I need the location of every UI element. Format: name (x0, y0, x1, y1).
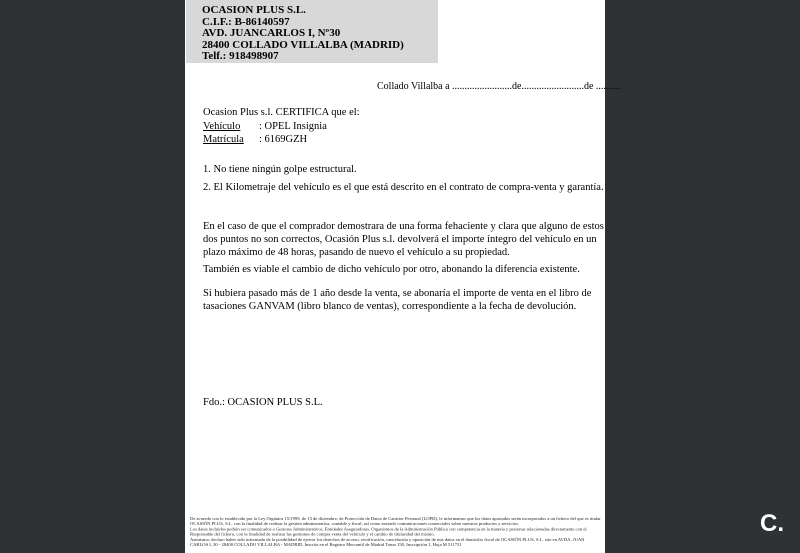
condition-item-1: 1. No tiene ningún golpe estructural. (203, 164, 357, 175)
company-address: AVD. JUANCARLOS I, Nº30 (202, 27, 341, 40)
certify-block (203, 106, 360, 147)
fine-print-line: OCASIÓN PLUS, S.L. con la finalidad de realizar la gestión administrativa, contable y fiscal, así como enviarle comunicaciones comerciales sobre nuestros productos y servicios. (190, 521, 519, 527)
vehicle-row (203, 120, 360, 134)
vehicle-value: : OPEL Insignia (259, 120, 327, 132)
fine-print-line: De acuerdo con lo establecido por la Ley Orgánica 15/1999, de 13 de diciembre, de Protección de Datos de Carácter Personal (LOPD), le informamos que los datos aportados serán incorporados a un fichero del que es titular (190, 516, 601, 521)
company-city: 28400 COLLADO VILLALBA (MADRID) (202, 38, 404, 51)
condition-item-2: 2. El Kilometraje del vehículo es el que está descrito en el contrato de compra-venta y garantía. (203, 182, 604, 193)
plate-label: Matrícula (203, 134, 244, 145)
vehicle-label: Vehículo (203, 120, 241, 132)
legal-fine-print (190, 516, 604, 553)
paragraph-exchange: También es viable el cambio de dicho vehículo por otro, abonando la diferencia existente. (203, 264, 580, 275)
paragraph-ganvam: Si hubiera pasado más de 1 año desde la venta, se abonaría el importe de venta en el libro de tasaciones GANVAM (libro blanco de ventas), correspondiente a la fecha de devolución. (203, 288, 592, 312)
fine-print-line: Asimismo, declaro haber sido informado de la posibilidad de ejercer los derechos de acceso, rectificación, cancelación y oposición de mis datos en el domicilio fiscal de OCASIÓN PLUS, S.L. sito en AVDA. JUAN (190, 536, 585, 542)
company-cif: C.I.F.: B-86140597 (202, 15, 290, 28)
company-name: OCASION PLUS S.L. (202, 4, 306, 16)
fine-print-line: Los datos incluidos podrán ser comunicados a Gestores Administrativos, Entidades Aseguradoras, Organismos de la Administración Pública con competencia en la materia y personas relacionadas directamente con el (190, 526, 587, 532)
signature-line: Fdo.: OCASION PLUS S.L. (203, 397, 323, 408)
plate-value: : 6169GZH (259, 134, 308, 145)
company-header-box (186, 0, 438, 63)
plate-row (203, 133, 360, 147)
fine-print-line: Responsable del fichero, con la finalidad de realizar las gestiones de compra venta del vehículo y el cambio de titularidad del mismo. (190, 531, 435, 537)
certify-intro: Ocasion Plus s.l. CERTIFICA que el: (203, 107, 360, 118)
coches-watermark-logo: C. (760, 510, 784, 537)
legal-fine-print-text (190, 516, 604, 547)
paragraph-refund: En el caso de que el comprador demostrara de una forma fehaciente y clara que alguno de estos dos puntos no son correctos, Ocasión Plus s.l. devolverá el importe íntegro del vehículo en un plazo máximo de 48 horas, pasando de nuevo el vehículo a su propiedad. (203, 221, 604, 258)
document-page (185, 0, 621, 553)
fine-print-line: CARLOS I, 30 - 28400 COLLADO VILLALBA - MADRID, Inscrita en el Registro Mercantil de Madrid Tomo 150, Inscripción 1, Hoja M 511731 (190, 542, 462, 548)
date-line: Collado Villalba a ........................de.........................de .......... (377, 81, 621, 92)
company-phone: Telf.: 918498907 (202, 50, 279, 63)
